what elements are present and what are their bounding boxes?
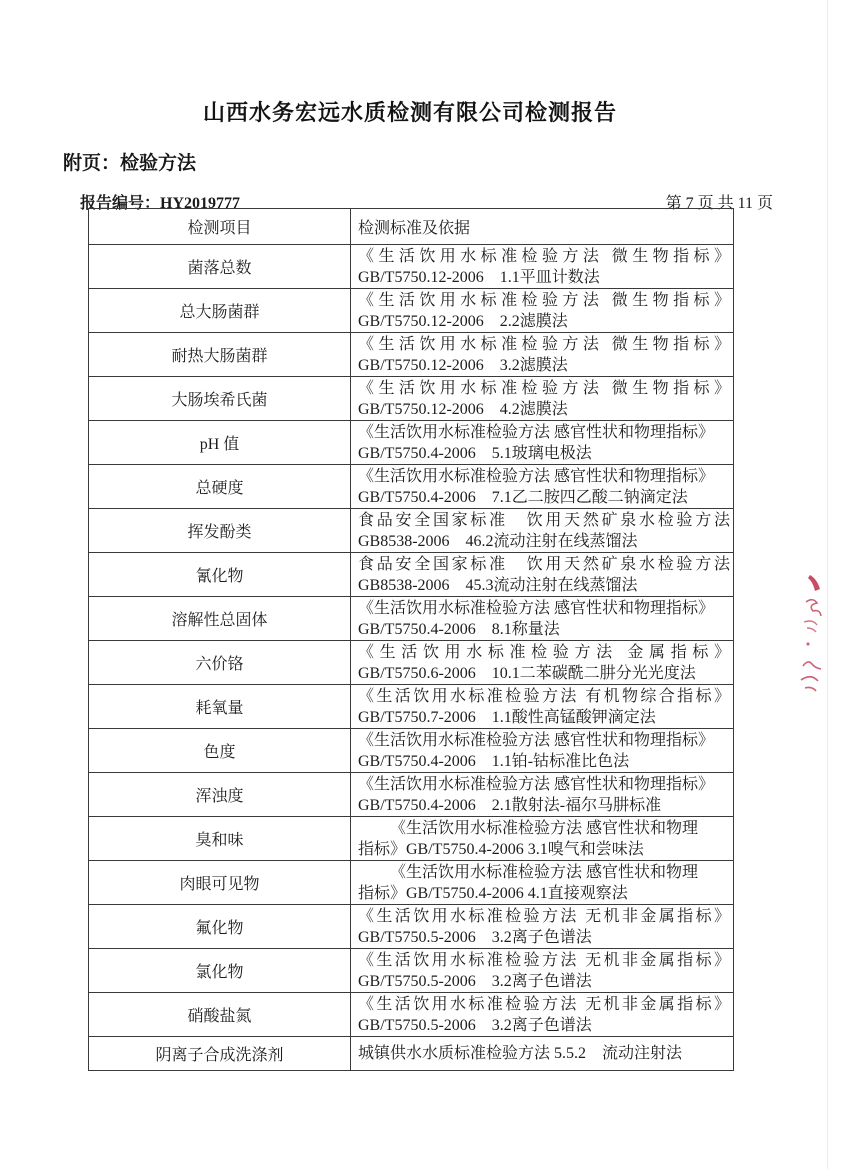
row-method-cell: [351, 729, 734, 773]
table-row: [89, 905, 734, 949]
row-item-cell: 氟化物: [89, 905, 351, 949]
table-row: [89, 553, 734, 597]
row-item-cell: 臭和味: [89, 817, 351, 861]
row-method-lines: 《生活饮用水标准检验方法 感官性状和物理 指标》GB/T5750.4-2006 3.1嗅气和尝味法: [358, 819, 698, 858]
table-row: [89, 509, 734, 553]
row-method-lines: 《生活饮用水标准检验方法 感官性状和物理 指标》GB/T5750.4-2006 4.1直接观察法: [358, 863, 698, 902]
row-item-cell: 硝酸盐氮: [89, 993, 351, 1037]
row-method-cell: [351, 553, 734, 597]
row-item-cell: 氯化物: [89, 949, 351, 993]
row-item-cell: 耗氧量: [89, 685, 351, 729]
header-item-cell: 检测项目: [89, 209, 351, 245]
row-method-lines: 城镇供水水质标准检验方法 5.5.2 流动注射法: [358, 1045, 683, 1062]
row-method-lines: 《生活饮用水标准检验方法 感官性状和物理指标》 GB/T5750.4-2006 7.1乙二胺四乙酸二钠滴定法: [358, 467, 715, 506]
row-method-cell: [351, 993, 734, 1037]
row-method-cell: [351, 861, 734, 905]
row-method-cell: [351, 421, 734, 465]
table-row: [89, 421, 734, 465]
methods-table-body: [89, 209, 734, 1071]
attachment-label: 附页：检验方法: [63, 153, 197, 174]
row-item-cell: 总大肠菌群: [89, 289, 351, 333]
row-item-cell: 大肠埃希氏菌: [89, 377, 351, 421]
scan-artifact-line: [827, 0, 828, 1169]
row-method-lines: 《生活饮用水标准检验方法 微生物指标》 GB/T5750.12-2006 1.1平皿计数法: [358, 247, 730, 286]
row-method-lines: 《生活饮用水标准检验方法 无机非金属指标》 GB/T5750.5-2006 3.2离子色谱法: [358, 907, 730, 946]
table-row: [89, 597, 734, 641]
row-method-lines: 《生活饮用水标准检验方法 无机非金属指标》 GB/T5750.5-2006 3.2离子色谱法: [358, 951, 730, 990]
header-method-cell: [351, 209, 734, 245]
row-method-lines: 《生活饮用水标准检验方法 感官性状和物理指标》 GB/T5750.4-2006 5.1玻璃电极法: [358, 423, 715, 462]
row-item-cell: 六价铬: [89, 641, 351, 685]
row-method-cell: [351, 289, 734, 333]
row-method-lines: 食品安全国家标准 饮用天然矿泉水检验方法 GB8538-2006 45.3流动注射在线蒸馏法: [358, 555, 730, 594]
table-row: [89, 289, 734, 333]
row-item-cell: 耐热大肠菌群: [89, 333, 351, 377]
row-method-cell: [351, 773, 734, 817]
row-item-cell: 色度: [89, 729, 351, 773]
table-row: [89, 685, 734, 729]
row-item-cell: pH 值: [89, 421, 351, 465]
row-item-cell: 浑浊度: [89, 773, 351, 817]
red-ink-mark: [793, 570, 827, 700]
row-method-lines: 《生活饮用水标准检验方法 无机非金属指标》 GB/T5750.5-2006 3.2离子色谱法: [358, 995, 730, 1034]
table-row: [89, 245, 734, 289]
row-item-cell: 阴离子合成洗涤剂: [89, 1037, 351, 1071]
row-item-cell: 菌落总数: [89, 245, 351, 289]
row-method-cell: [351, 465, 734, 509]
row-method-cell: [351, 641, 734, 685]
table-row: [89, 333, 734, 377]
row-item-cell: 氰化物: [89, 553, 351, 597]
table-row: [89, 817, 734, 861]
row-method-cell: [351, 685, 734, 729]
table-row: [89, 377, 734, 421]
table-row: [89, 993, 734, 1037]
row-method-lines: 《生活饮用水标准检验方法 金属指标》 GB/T5750.6-2006 10.1二苯碳酰二肼分光光度法: [358, 643, 730, 682]
row-item-cell: 肉眼可见物: [89, 861, 351, 905]
row-method-cell: [351, 817, 734, 861]
methods-table: [88, 208, 734, 1071]
row-method-cell: [351, 333, 734, 377]
row-method-cell: [351, 377, 734, 421]
row-item-cell: 溶解性总固体: [89, 597, 351, 641]
row-method-lines: 《生活饮用水标准检验方法 微生物指标》 GB/T5750.12-2006 2.2滤膜法: [358, 291, 730, 330]
table-row: [89, 773, 734, 817]
row-method-cell: [351, 597, 734, 641]
table-row: [89, 861, 734, 905]
row-method-lines: 《生活饮用水标准检验方法 有机物综合指标》 GB/T5750.7-2006 1.1酸性高锰酸钾滴定法: [358, 687, 730, 726]
row-method-cell: [351, 1037, 734, 1071]
report-number: 报告编号：HY2019777: [80, 195, 241, 212]
header-method-label: 检测标准及依据: [358, 220, 471, 237]
row-method-lines: 《生活饮用水标准检验方法 微生物指标》 GB/T5750.12-2006 3.2滤膜法: [358, 335, 730, 374]
row-method-cell: [351, 509, 734, 553]
table-header-row: [89, 209, 734, 245]
row-item-cell: 挥发酚类: [89, 509, 351, 553]
row-method-cell: [351, 245, 734, 289]
row-item-cell: 总硬度: [89, 465, 351, 509]
row-method-lines: 食品安全国家标准 饮用天然矿泉水检验方法 GB8538-2006 46.2流动注射在线蒸馏法: [358, 511, 730, 550]
row-method-lines: 《生活饮用水标准检验方法 感官性状和物理指标》 GB/T5750.4-2006 8.1称量法: [358, 599, 715, 638]
table-row: [89, 949, 734, 993]
row-method-lines: 《生活饮用水标准检验方法 感官性状和物理指标》 GB/T5750.4-2006 2.1散射法-福尔马肼标准: [358, 775, 715, 814]
page-indicator: 第 7 页 共 11 页: [665, 195, 773, 212]
row-method-cell: [351, 905, 734, 949]
table-row: [89, 729, 734, 773]
table-row: [89, 641, 734, 685]
row-method-cell: [351, 949, 734, 993]
row-method-lines: 《生活饮用水标准检验方法 感官性状和物理指标》 GB/T5750.4-2006 1.1铂-钴标准比色法: [358, 731, 715, 770]
row-method-lines: 《生活饮用水标准检验方法 微生物指标》 GB/T5750.12-2006 4.2滤膜法: [358, 379, 730, 418]
page-title: 山西水务宏远水质检测有限公司检测报告: [202, 100, 617, 125]
table-row: [89, 465, 734, 509]
table-row: [89, 1037, 734, 1071]
